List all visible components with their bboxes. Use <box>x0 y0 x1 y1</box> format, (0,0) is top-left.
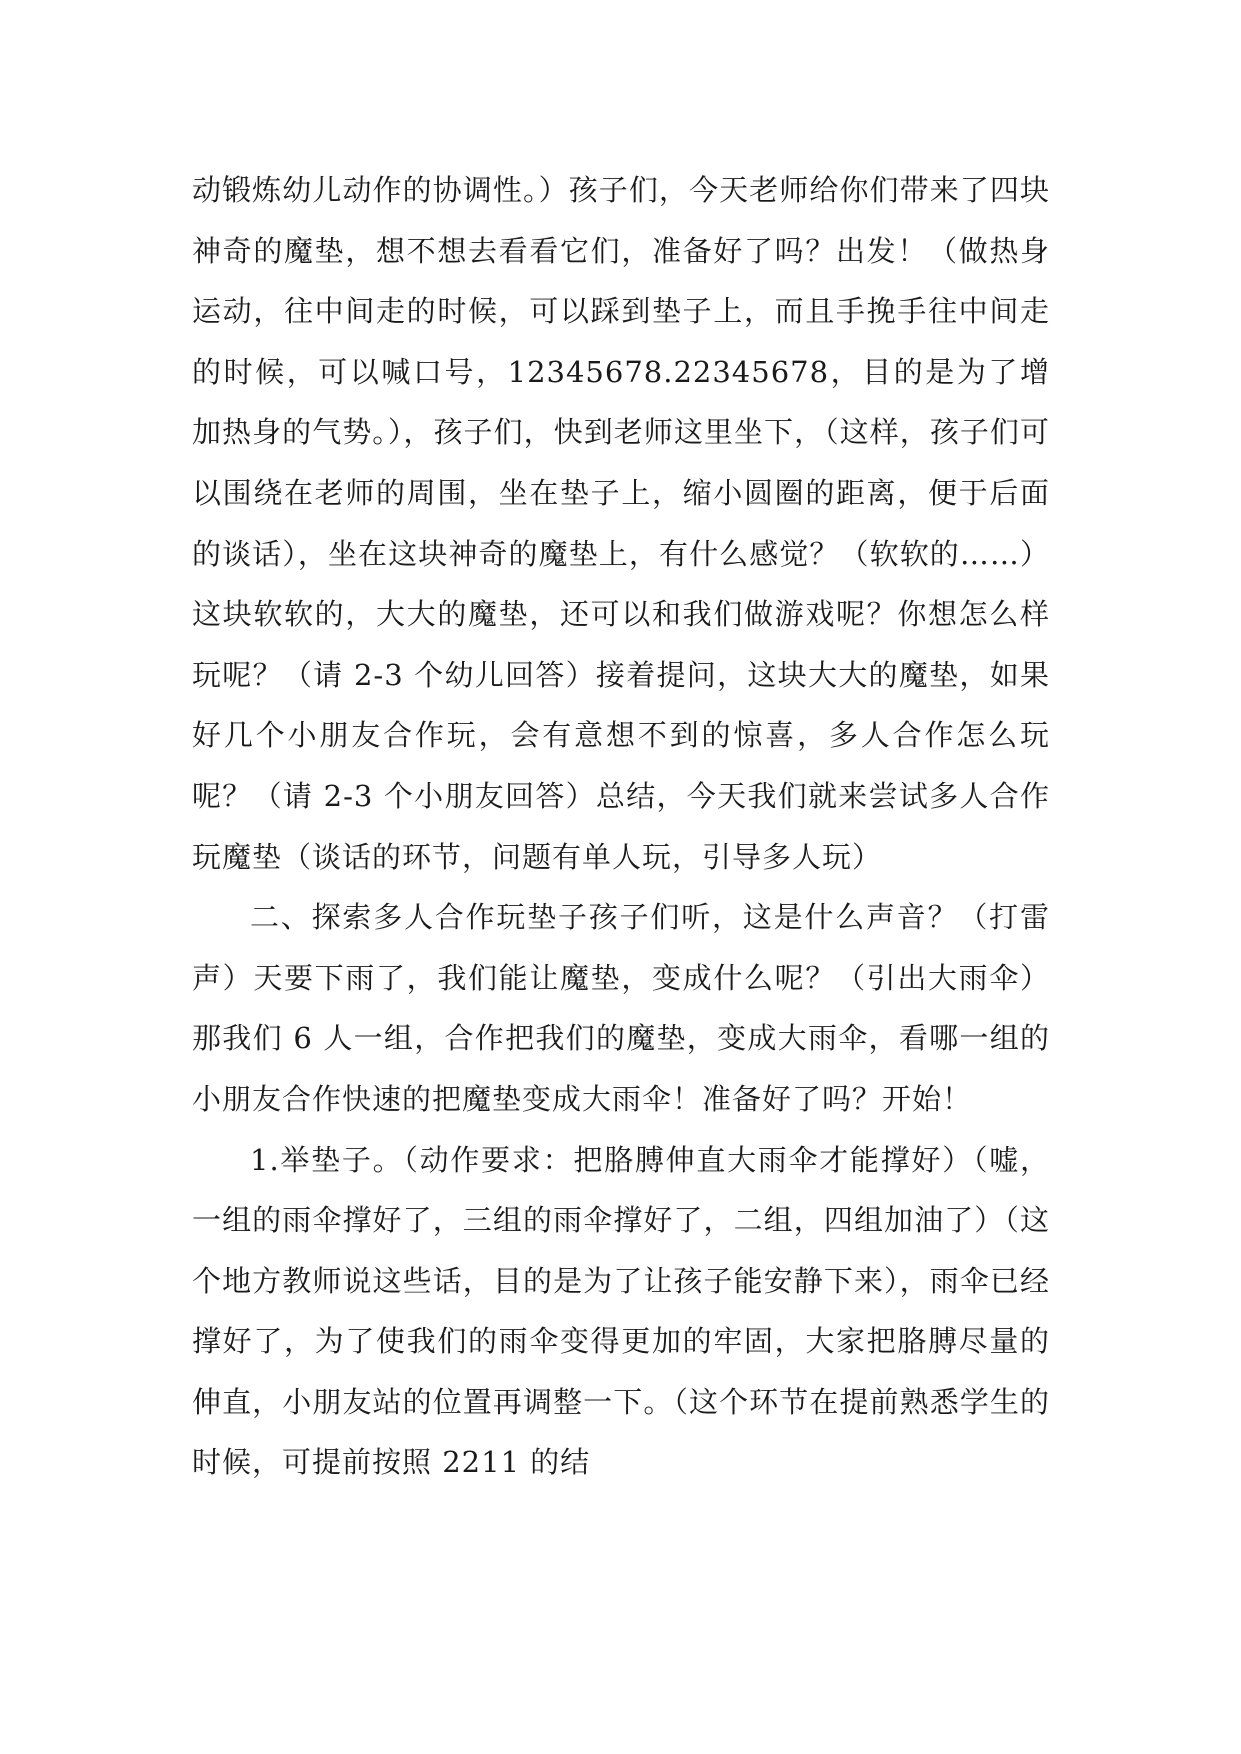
paragraph-continuation: 动锻炼幼儿动作的协调性。）孩子们，今天老师给你们带来了四块神奇的魔垫，想不想去看看它们，准备好了吗？出发！（做热身运动，往中间走的时候，可以踩到垫子上，而且手挽手往中间走的时候，可以喊口号，12345678.22345678，目的是为了增加热身的气势。），孩子们，快到老师这里坐下，（这样，孩子们可以围绕在老师的周围，坐在垫子上，缩小圆圈的距离，便于后面的谈话），坐在这块神奇的魔垫上，有什么感觉？（软软的……）这块软软的，大大的魔垫，还可以和我们做游戏呢？你想怎么样玩呢？（请 2-3 个幼儿回答）接着提问，这块大大的魔垫，如果好几个小朋友合作玩，会有意想不到的惊喜，多人合作怎么玩呢？（请 2-3 个小朋友回答）总结，今天我们就来尝试多人合作玩魔垫（谈话的环节，问题有单人玩，引导多人玩） <box>192 173 1050 874</box>
paragraph-explore-cooperation: 二、探索多人合作玩垫子孩子们听，这是什么声音？（打雷声）天要下雨了，我们能让魔垫，变成什么呢？（引出大雨伞）那我们 6 人一组，合作把我们的魔垫，变成大雨伞，看哪一组的小朋友合作快速的把魔垫变成大雨伞！准备好了吗？开始！ <box>192 900 1050 1116</box>
paragraph-lift-mat: 1.举垫子。（动作要求：把胳膊伸直大雨伞才能撑好）（嘘，一组的雨伞撑好了，三组的雨伞撑好了，二组，四组加油了）（这个地方教师说这些话，目的是为了让孩子能安静下来），雨伞已经撑好了，为了使我们的雨伞变得更加的牢固，大家把胳膊尽量的伸直，小朋友站的位置再调整一下。（这个环节在提前熟悉学生的时候，可提前按照 2211 的结 <box>192 1142 1050 1480</box>
document-body <box>192 160 1050 1493</box>
